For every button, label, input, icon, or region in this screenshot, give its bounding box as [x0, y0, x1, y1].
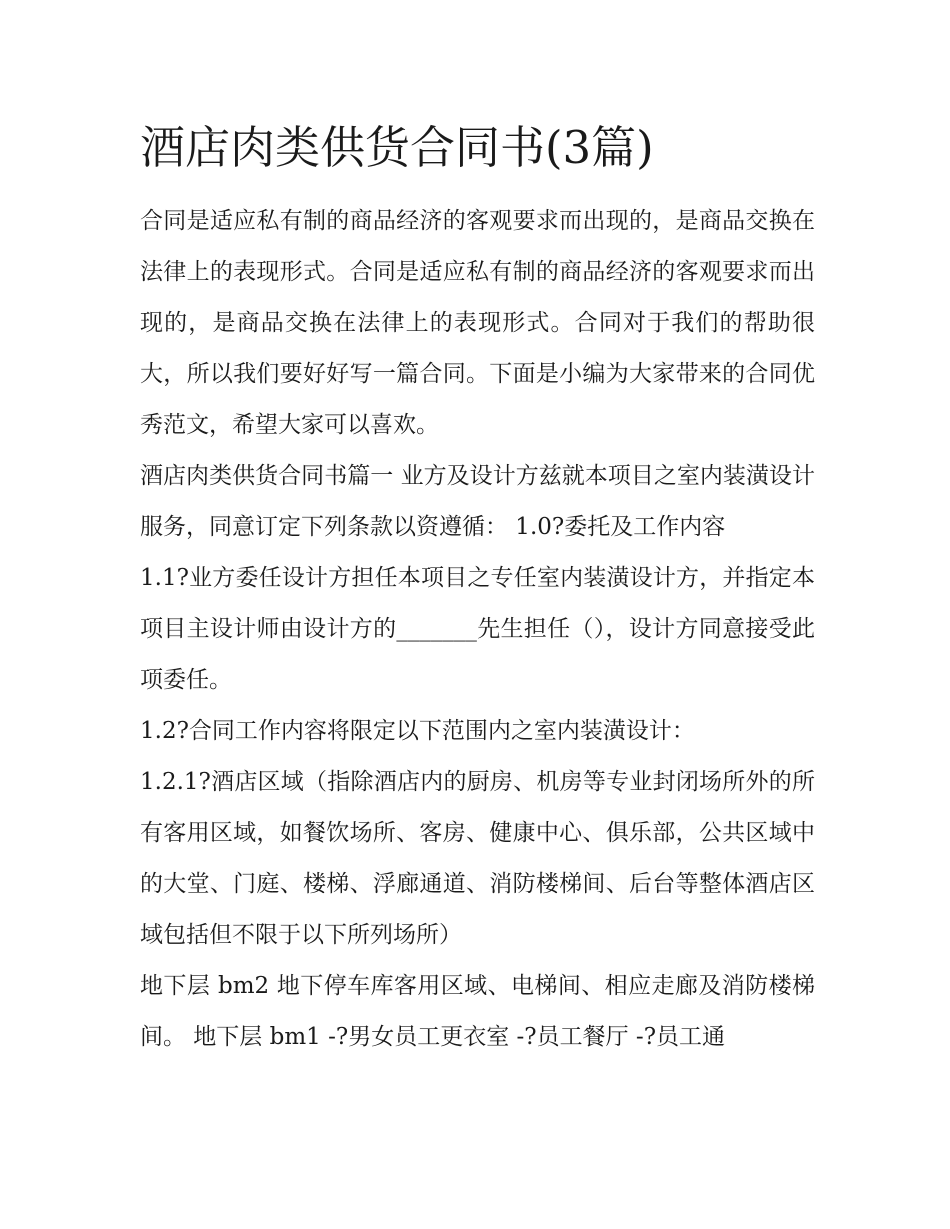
intro-paragraph: 合同是适应私有制的商品经济的客观要求而出现的，是商品交换在法律上的表现形式。合同是适应私有制的商品经济的客观要求而出现的，是商品交换在法律上的表现形式。合同对于我们的帮助很大，所以我们要好好写一篇合同。下面是小编为大家带来的合同优秀范文，希望大家可以喜欢。 [140, 208, 815, 438]
clause-1-2: 1.2?合同工作内容将限定以下范围内之室内装潢设计： [140, 718, 695, 744]
basement-paragraph: 地下层 bm2 地下停车库客用区域、电梯间、相应走廊及消防楼梯间。 地下层 bm1 -?男女员工更衣室 -?员工餐厅 -?员工通 [140, 973, 815, 1050]
clause-1-2-1: 1.2.1?酒店区域（指除酒店内的厨房、机房等专业封闭场所外的所有客用区域，如餐饮场所、客房、健康中心、俱乐部，公共区域中的大堂、门庭、楼梯、浮廊通道、消防楼梯间、后台等整体酒店区域包括但不限于以下所列场所） [140, 769, 815, 948]
section-paragraph: 酒店肉类供货合同书篇一 业方及设计方兹就本项目之室内装潢设计服务，同意订定下列条款以资遵循： 1.0?委托及工作内容 [140, 463, 815, 540]
document-body [140, 196, 815, 1063]
document-title: 酒店肉类供货合同书(3篇) [140, 121, 654, 174]
clause-1-1: 1.1?业方委任设计方担任本项目之专任室内装潢设计方，并指定本项目主设计师由设计方的_______先生担任（），设计方同意接受此项委任。 [140, 565, 815, 693]
